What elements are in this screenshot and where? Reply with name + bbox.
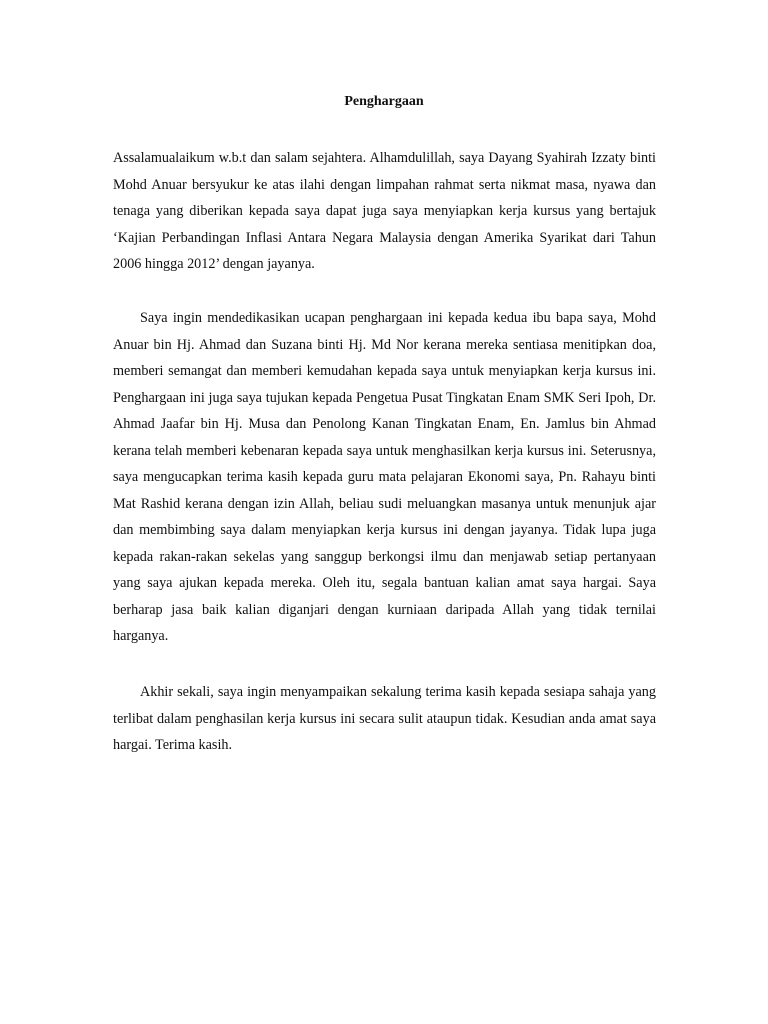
paragraph-dedication: Saya ingin mendedikasikan ucapan penghargaan ini kepada kedua ibu bapa saya, Mohd Anuar bin Hj. Ahmad dan Suzana binti Hj. Md Nor kerana mereka sentiasa menitipkan doa, memberi semangat dan memberi kemudahan kepada saya untuk menyiapkan kerja kursus ini. Penghargaan ini juga saya tujukan kepada Pengetua Pusat Tingkatan Enam SMK Seri Ipoh, Dr. Ahmad Jaafar bin Hj. Musa dan Penolong Kanan Tingkatan Enam, En. Jamlus bin Ahmad kerana telah memberi kebenaran kepada saya untuk menghasilkan kerja kursus ini. Seterusnya, saya mengucapkan terima kasih kepada guru mata pelajaran Ekonomi saya, Pn. Rahayu binti Mat Rashid kerana dengan izin Allah, beliau sudi meluangkan masanya untuk menunjuk ajar dan membimbing saya dalam menyiapkan kerja kursus ini dengan jayanya. Tidak lupa juga kepada rakan-rakan sekelas yang sanggup berkongsi ilmu dan menjawab setiap pertanyaan yang saya ajukan kepada mereka. Oleh itu, segala bantuan kalian amat saya hargai. Saya berharap jasa baik kalian diganjari dengan kurniaan daripada Allah yang tidak ternilai harganya. — [113, 310, 656, 644]
page-title: Penghargaan — [344, 94, 424, 109]
paragraph-closing: Akhir sekali, saya ingin menyampaikan sekalung terima kasih kepada sesiapa sahaja yang terlibat dalam penghasilan kerja kursus ini secara sulit ataupun tidak. Kesudian anda amat saya hargai. Terima kasih. — [113, 684, 656, 753]
paragraph-intro: Assalamualaikum w.b.t dan salam sejahtera. Alhamdulillah, saya Dayang Syahirah Izzaty binti Mohd Anuar bersyukur ke atas ilahi dengan limpahan rahmat serta nikmat masa, nyawa dan tenaga yang diberikan kepada saya dapat juga saya menyiapkan kerja kursus yang bertajuk ‘Kajian Perbandingan Inflasi Antara Negara Malaysia dengan Amerika Syarikat dari Tahun 2006 hingga 2012’ dengan jayanya. — [113, 150, 656, 272]
